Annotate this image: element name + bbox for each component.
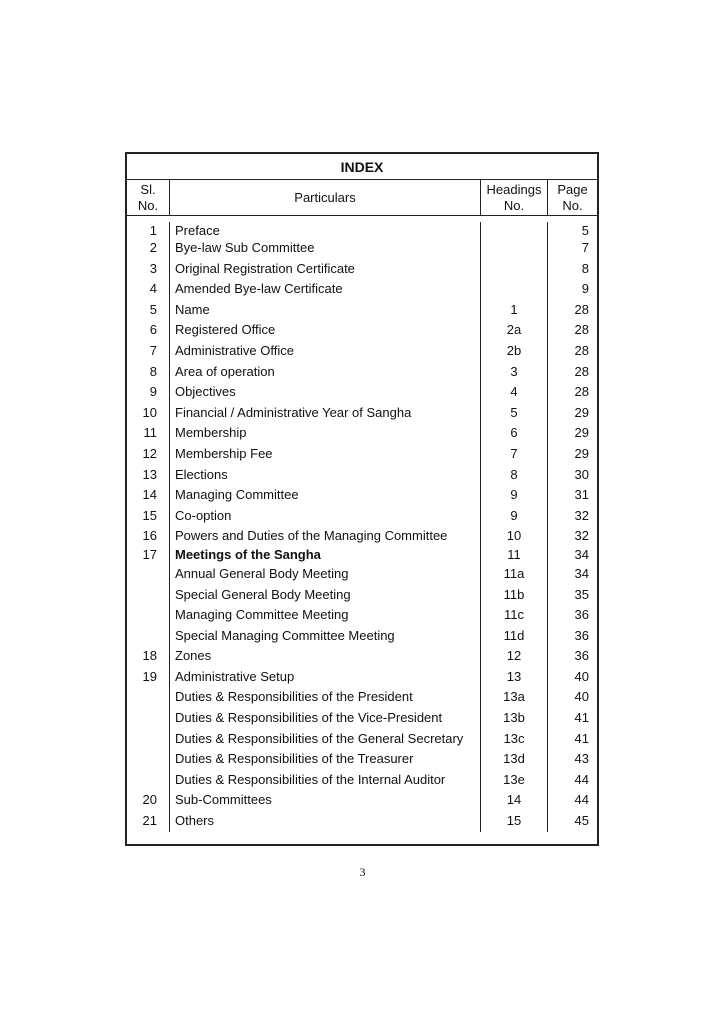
index-body [127,216,597,844]
row-page-no: 44 [574,792,589,808]
row-particulars: Area of operation [175,363,275,379]
row-heading-no: 13a [503,689,525,705]
row-page-no: 8 [581,260,589,276]
row-page-no: 32 [574,528,589,544]
row-sl-no [127,770,169,791]
row-particulars: Managing Committee [175,487,299,503]
header-headings-no: Headings No. [480,180,547,216]
row-particulars: Name [175,301,210,317]
row-particulars: Others [175,813,215,829]
row-particulars: Co-option [175,507,232,523]
row-page-no: 35 [574,586,589,602]
row-page-no: 7 [581,240,589,255]
row-heading-no: 4 [510,384,518,400]
row-sl-no: 14 [142,487,157,503]
row-heading-no: 13 [506,668,522,684]
row-page-no: 45 [574,813,589,829]
row-page-no: 28 [574,342,589,358]
row-heading-no [481,279,547,300]
row-particulars: Duties & Responsibilities of the General Secretary [175,730,464,746]
row-page-no: 28 [574,322,589,338]
row-heading-no: 1 [510,301,518,317]
row-sl-no: 19 [142,668,157,684]
row-heading-no: 7 [510,445,518,461]
row-particulars: Zones [175,648,212,664]
row-heading-no: 2a [506,322,522,338]
row-particulars: Duties & Responsibilities of the Treasurer [175,751,414,767]
row-sl-no [127,564,169,585]
header-particulars: Particulars [169,180,480,216]
row-heading-no: 12 [506,648,522,664]
row-particulars: Original Registration Certificate [175,260,355,276]
row-heading-no: 11 [507,546,521,562]
row-sl-no [127,749,169,770]
row-sl-no: 15 [142,507,157,523]
row-particulars: Meetings of the Sangha [175,546,321,562]
row-page-no: 36 [574,648,589,664]
column-particulars [169,222,480,832]
row-page-no: 28 [574,363,589,379]
row-heading-no: 6 [510,425,518,441]
row-page-no: 41 [574,730,589,746]
row-heading-no: 5 [510,404,518,420]
page-number: 3 [359,865,366,879]
row-heading-no: 9 [510,507,518,523]
row-page-no: 29 [574,404,589,420]
row-heading-no [481,238,547,259]
column-sl [127,222,169,832]
row-page-no: 29 [574,425,589,441]
row-heading-no: 13b [503,710,525,726]
row-heading-no: 15 [506,813,522,829]
row-particulars: Membership Fee [175,445,273,461]
row-page-no: 9 [581,281,589,297]
row-particulars: Managing Committee Meeting [175,607,349,623]
row-sl-no: 2 [149,240,157,255]
row-particulars: Administrative Setup [175,668,295,684]
row-page-no: 44 [574,771,589,787]
row-particulars: Bye-law Sub Committee [175,240,315,255]
row-page-no: 40 [574,689,589,705]
row-sl-no: 17 [142,546,157,562]
row-heading-no: 13c [503,730,525,746]
row-sl-no: 21 [142,813,157,829]
row-heading-no: 3 [510,363,518,379]
row-sl-no: 18 [142,648,157,664]
row-sl-no [127,585,169,606]
row-page-no: 34 [574,546,589,562]
row-sl-no: 13 [142,466,157,482]
row-page-no: 41 [574,710,589,726]
row-particulars: Duties & Responsibilities of the Internal Auditor [175,771,446,787]
row-heading-no: 2b [506,342,522,358]
column-headings [480,222,547,832]
row-sl-no: 4 [149,281,157,297]
row-sl-no: 3 [149,260,157,276]
row-sl-no: 1 [149,223,157,238]
row-page-no: 30 [574,466,589,482]
row-page-no: 32 [574,507,589,523]
row-heading-no: 11a [503,565,525,581]
row-heading-no: 9 [510,487,518,503]
index-table [125,152,599,846]
row-heading-no: 11d [503,627,525,643]
row-page-no: 43 [574,751,589,767]
row-heading-no: 13e [503,771,525,787]
row-sl-no [127,708,169,729]
row-sl-no: 11 [143,425,157,441]
row-heading-no: 13d [503,751,525,767]
column-page [547,222,597,832]
index-title: INDEX [127,154,597,180]
row-sl-no: 6 [149,322,157,338]
row-sl-no: 20 [142,792,157,808]
row-page-no: 36 [574,627,589,643]
row-particulars: Powers and Duties of the Managing Committee [175,528,448,544]
row-sl-no: 5 [149,301,157,317]
row-sl-no [127,626,169,647]
row-particulars: Financial / Administrative Year of Sangha [175,404,412,420]
row-particulars: Special Managing Committee Meeting [175,627,395,643]
row-particulars: Membership [175,425,247,441]
index-header-row [127,180,597,216]
row-sl-no: 10 [142,404,157,420]
row-sl-no [127,687,169,708]
row-particulars: Special General Body Meeting [175,586,351,602]
row-sl-no: 8 [149,363,157,379]
header-page-no: Page No. [547,180,597,216]
row-heading-no: 11c [504,607,524,623]
row-particulars: Registered Office [175,322,276,338]
row-sl-no [127,605,169,626]
row-page-no: 5 [581,223,589,238]
row-particulars: Administrative Office [175,342,294,358]
row-particulars: Sub-Committees [175,792,272,808]
row-sl-no [127,729,169,750]
row-heading-no: 11b [503,586,525,602]
row-page-no: 31 [574,487,589,503]
row-heading-no [481,259,547,280]
row-heading-no: 8 [510,466,518,482]
row-sl-no: 7 [149,342,157,358]
row-page-no: 34 [574,565,589,581]
row-page-no: 28 [574,384,589,400]
row-particulars: Preface [175,223,220,238]
row-particulars: Duties & Responsibilities of the President [175,689,413,705]
row-page-no: 36 [574,607,589,623]
row-sl-no: 9 [149,384,157,400]
row-heading-no: 10 [506,528,522,544]
row-particulars: Duties & Responsibilities of the Vice-President [175,710,443,726]
row-particulars: Objectives [175,384,236,400]
row-page-no: 40 [574,668,589,684]
row-sl-no: 16 [142,528,157,544]
row-page-no: 28 [574,301,589,317]
row-heading-no: 14 [506,792,522,808]
row-particulars: Amended Bye-law Certificate [175,281,343,297]
row-particulars: Elections [175,466,228,482]
row-particulars: Annual General Body Meeting [175,565,349,581]
row-page-no: 29 [574,445,589,461]
row-heading-no [481,222,547,238]
row-sl-no: 12 [142,445,157,461]
header-sl-no: Sl. No. [127,180,169,216]
